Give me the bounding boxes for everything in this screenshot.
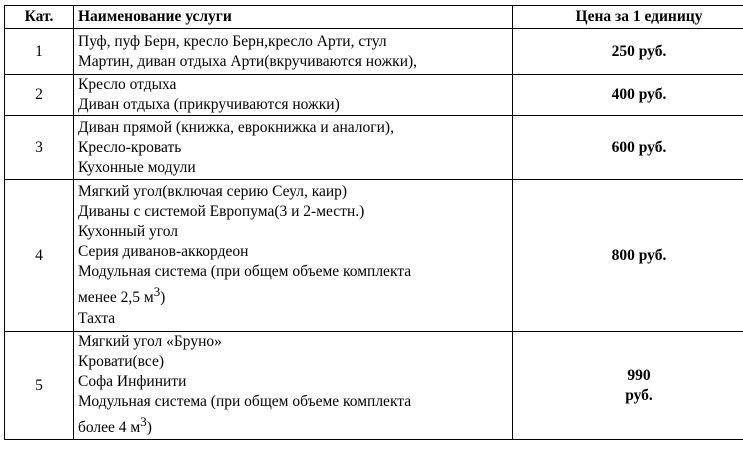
header-name: Наименование услуги [74, 6, 513, 29]
row-number: 2 [5, 75, 74, 116]
service-line-volume [78, 412, 508, 438]
service-line: Кровати(все) [78, 353, 164, 371]
row-service [74, 75, 513, 116]
row-service [74, 29, 513, 75]
service-line-volume [78, 282, 508, 308]
service-line: Кухонный угол [78, 223, 179, 241]
service-line: Кресло отдыха [78, 76, 177, 93]
row-price: 250 руб. [513, 29, 743, 75]
row-price [513, 332, 743, 440]
service-line: Мартин, диван отдыха Арти(вкручиваются ножки), [78, 52, 418, 70]
price-currency: руб. [625, 386, 653, 404]
service-line: Пуф, пуф Берн, кресло Берн,кресло Арти, стул [78, 32, 387, 50]
service-line: Кухонные модули [78, 158, 196, 176]
row-number: 3 [5, 116, 74, 180]
service-line: Модульная система (при общем объеме комплекта [78, 263, 412, 281]
header-cat: Кат. [5, 6, 74, 29]
volume-text: более 4 м [78, 419, 141, 437]
service-line: Модульная система (при общем объеме комплекта [78, 393, 412, 411]
table-row [5, 75, 743, 116]
row-price: 800 руб. [513, 180, 743, 332]
service-line: Диван прямой (книжка, еврокнижка и аналоги), [78, 118, 394, 136]
row-number: 4 [5, 180, 74, 332]
service-line: Тахта [78, 309, 116, 327]
price-table [4, 5, 743, 440]
price-amount: 990 [627, 366, 651, 384]
row-price: 600 руб. [513, 116, 743, 180]
table-row [5, 332, 743, 440]
volume-tail: ) [160, 289, 166, 307]
service-line: Мягкий угол(включая серию Сеул, каир) [78, 183, 348, 201]
superscript: 3 [140, 414, 147, 430]
table-row [5, 29, 743, 75]
service-line: Кресло-кровать [78, 138, 182, 156]
service-line: Софа Инфинити [78, 373, 187, 391]
row-service [74, 116, 513, 180]
row-price: 400 руб. [513, 75, 743, 116]
table-header-row [5, 6, 743, 29]
table-row [5, 180, 743, 332]
row-service [74, 180, 513, 332]
row-number: 1 [5, 29, 74, 75]
service-line: Мягкий угол «Бруно» [78, 333, 222, 351]
row-service [74, 332, 513, 440]
volume-tail: ) [146, 419, 152, 437]
superscript: 3 [153, 284, 161, 300]
service-line: Серия диванов-аккордеон [78, 243, 249, 261]
row-number: 5 [5, 332, 74, 440]
table-row [5, 116, 743, 180]
service-line: Диван отдыха (прикручиваются ножки) [78, 96, 340, 113]
header-price: Цена за 1 единицу [513, 6, 743, 29]
service-line: Диваны с системой Европума(3 и 2-местн.) [78, 203, 365, 221]
volume-text: менее 2,5 м [78, 289, 154, 307]
